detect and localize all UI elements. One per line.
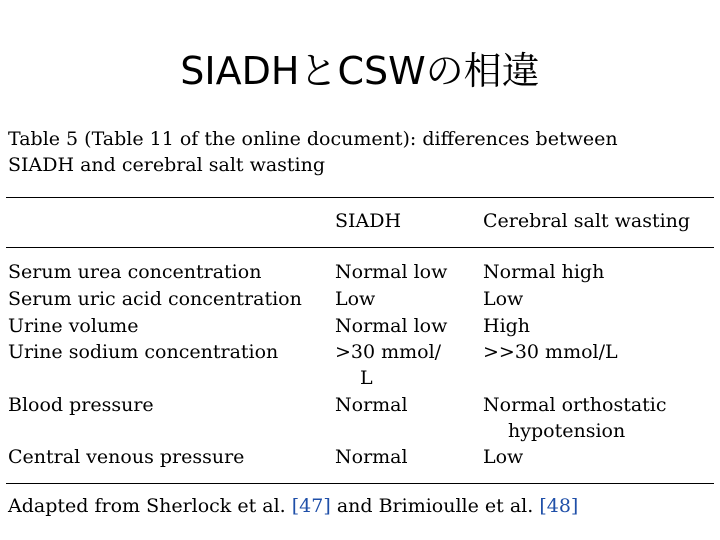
- row-label: Blood pressure: [8, 394, 154, 416]
- csw-value-cont: hypotension: [508, 420, 626, 442]
- reference-link-48[interactable]: [48]: [539, 495, 579, 517]
- csw-value: >>30 mmol/L: [483, 341, 618, 363]
- csw-value: Low: [483, 288, 524, 310]
- siadh-value: Low: [335, 288, 376, 310]
- siadh-value: Normal low: [335, 261, 448, 283]
- table-caption: [8, 126, 713, 178]
- footnote-text: Adapted from Sherlock et al.: [8, 495, 292, 517]
- csw-value: High: [483, 315, 531, 337]
- siadh-value: Normal: [335, 394, 408, 416]
- row-label: Urine volume: [8, 315, 139, 337]
- row-label: Urine sodium concentration: [8, 341, 279, 363]
- table-top-rule: [6, 197, 714, 198]
- table-header-rule: [6, 247, 714, 248]
- siadh-value: >30 mmol/: [335, 341, 442, 363]
- csw-value: Normal orthostatic: [483, 394, 667, 416]
- slide-title: SIADHとCSWの相違: [180, 49, 540, 93]
- caption-line-2: SIADH and cerebral salt wasting: [8, 154, 326, 176]
- siadh-value: Normal low: [335, 315, 448, 337]
- csw-value: Low: [483, 446, 524, 468]
- csw-value: Normal high: [483, 261, 605, 283]
- row-label: Central venous pressure: [8, 446, 245, 468]
- header-siadh: SIADH: [335, 210, 402, 232]
- siadh-value: Normal: [335, 446, 408, 468]
- header-csw: Cerebral salt wasting: [483, 210, 691, 232]
- caption-line-1: Table 5 (Table 11 of the online document): differences between: [8, 128, 618, 150]
- footnote-text-middle: and Brimioulle et al.: [330, 495, 540, 517]
- table-footnote: [8, 495, 578, 517]
- row-label: Serum urea concentration: [8, 261, 262, 283]
- reference-link-47[interactable]: [47]: [291, 495, 331, 517]
- row-label: Serum uric acid concentration: [8, 288, 302, 310]
- table-bottom-rule: [6, 483, 714, 484]
- siadh-value-cont: L: [360, 367, 373, 389]
